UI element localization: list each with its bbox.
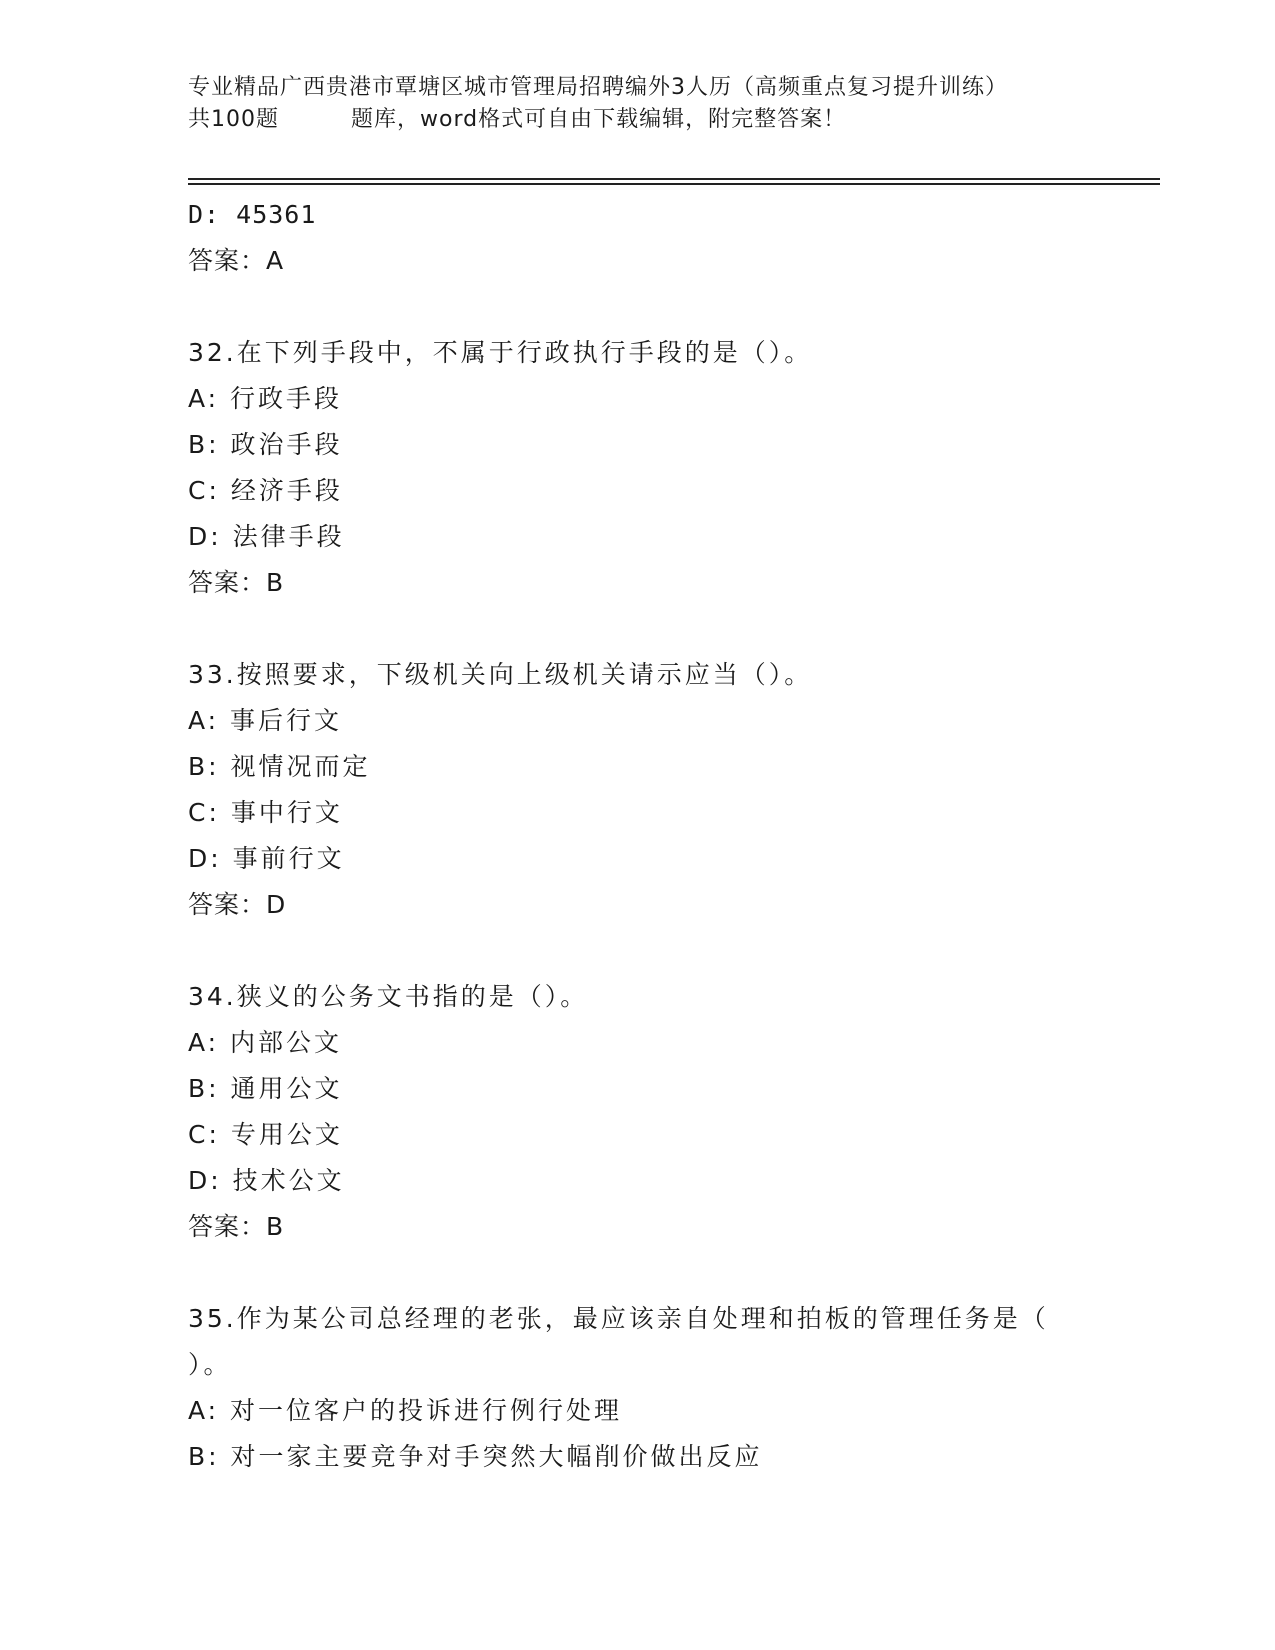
option-d: D: 45361	[188, 200, 317, 229]
answer-line: 答案：D	[188, 890, 287, 919]
option-a: A: 行政手段	[188, 384, 343, 413]
option-a: A: 内部公文	[188, 1028, 343, 1057]
header-divider-top	[188, 178, 1160, 180]
option-d: D: 法律手段	[188, 522, 345, 551]
question-34	[188, 974, 1108, 1250]
answer-line: 答案：A	[188, 246, 285, 275]
header-title: 专业精品广西贵港市覃塘区城市管理局招聘编外3人历（高频重点复习提升训练）	[188, 75, 1008, 100]
header-divider-bottom	[188, 183, 1160, 185]
option-c: C: 专用公文	[188, 1120, 343, 1149]
option-b: B: 对一家主要竞争对手突然大幅削价做出反应	[188, 1442, 763, 1471]
answer-line: 答案：B	[188, 1212, 285, 1241]
question-33	[188, 652, 1108, 928]
question-35	[188, 1296, 1108, 1480]
header-description: 题库，word格式可自由下载编辑，附完整答案！	[351, 107, 847, 132]
question-stem: 35.作为某公司总经理的老张，最应该亲自处理和拍板的管理任务是（	[188, 1304, 1049, 1333]
option-b: B: 通用公文	[188, 1074, 343, 1103]
option-b: B: 政治手段	[188, 430, 343, 459]
option-c: C: 经济手段	[188, 476, 343, 505]
option-b: B: 视情况而定	[188, 752, 371, 781]
option-a: A: 对一位客户的投诉进行例行处理	[188, 1396, 623, 1425]
option-c: C: 事中行文	[188, 798, 343, 827]
option-a: A: 事后行文	[188, 706, 343, 735]
question-stem: 33.按照要求，下级机关向上级机关请示应当（）。	[188, 660, 813, 689]
question-count: 共100题	[188, 107, 279, 132]
header-subtitle	[188, 104, 1128, 136]
option-d: D: 技术公文	[188, 1166, 345, 1195]
question-32	[188, 330, 1108, 606]
answer-line: 答案：B	[188, 568, 285, 597]
document-header	[188, 72, 1128, 136]
question-stem: 34.狭义的公务文书指的是（）。	[188, 982, 589, 1011]
option-d: D: 事前行文	[188, 844, 345, 873]
question-stem: 32.在下列手段中，不属于行政执行手段的是（）。	[188, 338, 813, 367]
question-stem-continued: ）。	[188, 1350, 232, 1379]
question-list	[188, 192, 1108, 1480]
